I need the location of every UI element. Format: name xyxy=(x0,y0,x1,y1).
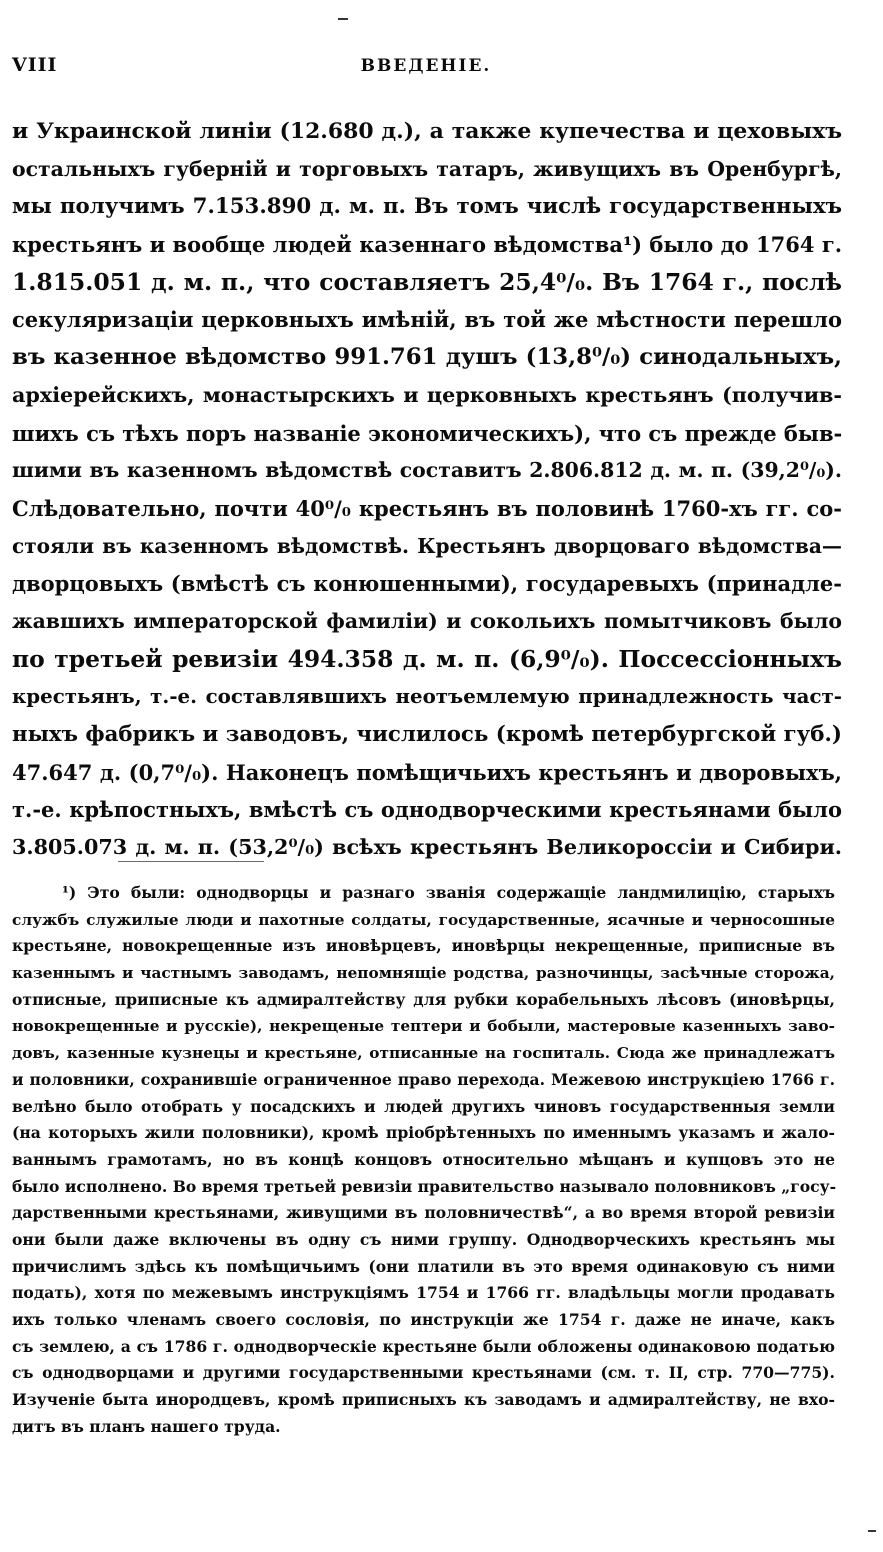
footnote-line: Изученіе быта инородцевъ, кромѣ приписныхъ къ заводамъ и адмиралтейству, не вхо- xyxy=(12,1390,835,1410)
footnote-separator xyxy=(118,861,264,862)
text-line: жавшихъ императорской фамиліи) и сокольихъ помытчиковъ было xyxy=(12,608,842,633)
footnote-line: было исполнено. Во время третьей ревизіи правительство называло половниковъ „госу- xyxy=(12,1176,837,1196)
text-line: ныхъ фабрикъ и заводовъ, числилось (кромѣ петербургской губ.) xyxy=(12,722,842,747)
footnote-line: ваннымъ грамотамъ, но въ концѣ концовъ относительно мѣщанъ и купцовъ это не xyxy=(12,1149,835,1169)
text-line: т.-е. крѣпостныхъ, вмѣстѣ съ однодворческими крестьянами было xyxy=(12,797,842,823)
text-line: Слѣдовательно, почти 40⁰/₀ крестьянъ въ половинѣ 1760-хъ гг. со- xyxy=(12,495,842,521)
text-line: дворцовыхъ (вмѣстѣ съ конюшенными), государевыхъ (принадле- xyxy=(12,571,842,597)
text-line: въ казенное вѣдомство 991.761 душъ (13,8⁰/₀) синодальныхъ, xyxy=(12,344,842,371)
footnote-line: причислимъ здѣсь къ помѣщичьимъ (они платили въ это время одинаковую съ ними xyxy=(12,1256,835,1276)
footnote-line: дарственными крестьянами, живущими въ половничествѣ“, а во время второй ревизіи xyxy=(12,1203,835,1223)
text-line: по третьей ревизіи 494.358 д. м. п. (6,9⁰/₀). Поссессіонныхъ xyxy=(12,644,842,673)
main-text xyxy=(12,113,842,867)
page-number: VIII xyxy=(12,54,58,76)
footnote-line: подать), хотя по межевымъ инструкціямъ 1754 и 1766 гг. владѣльцы могли продавать xyxy=(12,1283,835,1303)
footnote-line: и половники, сохранившіе ограниченное право перехода. Межевою инструкціею 1766 г. xyxy=(12,1069,835,1089)
footnote-line: велѣно было отобрать у посадскихъ и людей другихъ чиновъ государственныя земли xyxy=(12,1096,835,1116)
text-line: 47.647 д. (0,7⁰/₀). Наконецъ помѣщичьихъ крестьянъ и дворовыхъ, xyxy=(12,759,842,785)
footnote-line: они были даже включены въ одну съ ними группу. Однодворческихъ крестьянъ мы xyxy=(12,1229,835,1249)
text-line: остальныхъ губерній и торговыхъ татаръ, живущихъ въ Оренбургѣ, xyxy=(12,156,842,181)
top-scan-mark xyxy=(338,18,348,20)
text-line: стояли въ казенномъ вѣдомствѣ. Крестьянъ дворцоваго вѣдомства— xyxy=(12,533,842,558)
text-line: 1.815.051 д. м. п., что составляетъ 25,4⁰/₀. Въ 1764 г., послѣ xyxy=(12,267,842,296)
page-header xyxy=(12,54,832,84)
footnote-line: ихъ только членамъ своего сословія, по инструкціи же 1754 г. даже не иначе, какъ xyxy=(12,1310,835,1329)
footnote-line: съ однодворцами и другими государственными крестьянами (см. т. II, стр. 770—775). xyxy=(12,1363,835,1383)
text-line: секуляризаціи церковныхъ имѣній, въ той же мѣстности перешло xyxy=(12,307,842,333)
footnote-line: новокрещенные и русскіе), некрещеные тептери и бобыли, мастеровые казенныхъ заво- xyxy=(12,1017,835,1036)
bottom-scan-mark xyxy=(868,1530,876,1532)
text-line: архіерейскихъ, монастырскихъ и церковныхъ крестьянъ (получив- xyxy=(12,382,842,407)
text-line: и Украинской линіи (12.680 д.), а также купечества и цеховыхъ xyxy=(12,118,842,144)
footnote-line: дитъ въ планъ нашего труда. xyxy=(12,1416,281,1436)
text-line: крестьянъ, т.-е. составлявшихъ неотъемлемую принадлежность част- xyxy=(12,684,842,709)
text-line: 3.805.073 д. м. п. (53,2⁰/₀) всѣхъ крестьянъ Великороссіи и Сибири. xyxy=(12,835,842,860)
text-line: мы получимъ 7.153.890 д. м. п. Въ томъ числѣ государственныхъ xyxy=(12,194,842,220)
footnote-line: службъ служилые люди и пахотные солдаты, государственные, ясачные и черносошные xyxy=(12,910,835,929)
footnote xyxy=(12,880,835,1440)
footnote-line: ¹) Это были: однодворцы и разнаго званія содержащіе ландмилицію, старыхъ xyxy=(62,883,835,902)
running-head: ВВЕДЕНІЕ. xyxy=(360,56,492,76)
text-line: шихъ съ тѣхъ поръ названіе экономическихъ), что съ прежде быв- xyxy=(12,420,843,446)
footnote-line: крестьяне, новокрещенные изъ иновѣрцевъ, иновѣрцы некрещенные, приписные въ xyxy=(12,936,835,956)
footnote-line: (на которыхъ жили половники), кромѣ пріобрѣтенныхъ по именнымъ указамъ и жало- xyxy=(12,1123,835,1143)
footnote-line: отписные, приписные къ адмиралтейству для рубки корабельныхъ лѣсовъ (иновѣрцы, xyxy=(12,989,835,1009)
text-line: шими въ казенномъ вѣдомствѣ составитъ 2.806.812 д. м. п. (39,2⁰/₀). xyxy=(12,458,842,483)
footnote-line: довъ, казенные кузнецы и крестьяне, отписанные на госпиталь. Сюда же принадлежатъ xyxy=(12,1044,835,1063)
footnote-line: съ землею, а съ 1786 г. однодворческіе крестьяне были обложены одинаковою податью xyxy=(12,1336,835,1356)
text-line: крестьянъ и вообще людей казеннаго вѣдомства¹) было до 1764 г. xyxy=(12,232,842,258)
footnote-line: казеннымъ и частнымъ заводамъ, непомнящіе родства, разночинцы, засѣчные сторожа, xyxy=(12,964,835,983)
